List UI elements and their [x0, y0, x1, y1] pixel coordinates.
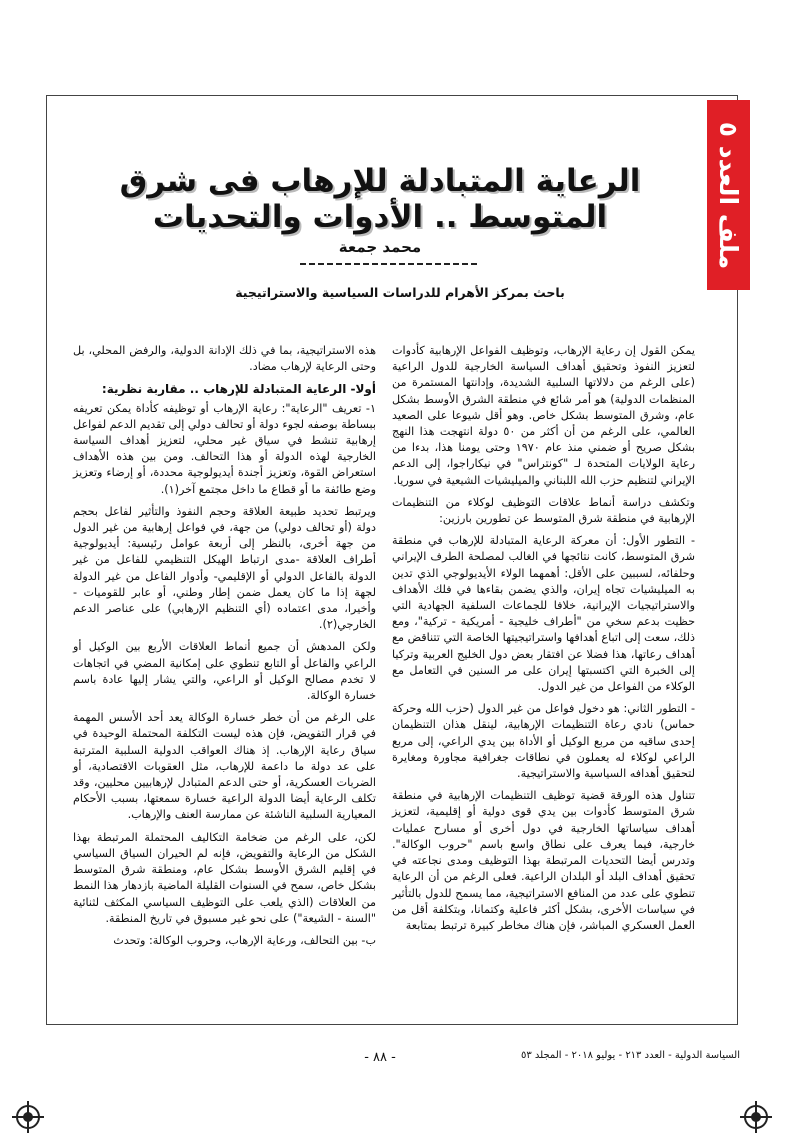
issue-file-label: ملف العدد ٥	[714, 121, 743, 269]
paragraph: - التطور الثاني: هو دخول فواعل من غير الدول (حزب الله وحركة حماس) نادي رعاة التنظيمات الإرهابية، لينقل هذان التنظيمان إحدى ساقيه من مربع الوكيل أو الأداة بين يدي الراعي، إلى مربع الراعي لوكلاء له يعملون في نطاقات جغرافية مجاورة ومغايرة لتحقيق أهدافه السياسية والاستراتيجية.	[392, 702, 695, 781]
paragraph: يمكن القول إن رعاية الإرهاب، وتوظيف الفواعل الإرهابية كأدوات لتعزيز النفوذ وتحقيق أهداف السياسة الخارجية للدول الراعية (على الرغم من دلالاتها السلبية الشديدة، وإدانتها المستمرة من المنظمات الدولية) هو أمر شائع في منطقة الشرق الأوسط بشكل عام، وشرق المتوسط بشكل خاص. وهو أقل شيوعا على الصعيد العالمي، على الرغم من أن أكثر من ٥٠ دولة انتهجت هذا النهج بشكل صريح أو ضمني منذ عام ١٩٧٠ وحتى يومنا هذا، بدءا من رعاية الولايات المتحدة لـ "كونتراس" في نيكاراجوا، إلى الدعم الإيراني لتنظيم حزب الله اللبناني والميليشيات الشيعية في سوريا.	[392, 344, 695, 487]
section-heading: أولا- الرعاية المتبادلة للإرهاب .. مقاربة نظرية:	[101, 382, 376, 397]
author-affiliation: باحث بمركز الأهرام للدراسات السياسية والاستراتيجية	[235, 285, 565, 300]
paragraph: ولكن المدهش أن جميع أنماط العلاقات الأربع بين الوكيل أو الراعي والفاعل أو التابع تنطوي على إمكانية المضي في اتجاهات لا تخدم مصالح الوكيل أو الراعي، والتي يشار إليها عادة باسم خسارة الوكالة.	[73, 640, 376, 703]
paragraph: وتكشف دراسة أنماط علاقات التوظيف لوكلاء من التنظيمات الإرهابية في منطقة شرق المتوسط عن تطورين بارزين:	[392, 495, 695, 526]
paragraph: على الرغم من أن خطر خسارة الوكالة يعد أحد الأسس المهمة في قرار التفويض، فإن هذه ليست التكلفة المحتملة الوحيدة في سياق رعاية الإرهاب. إذ هناك العواقب الدولية السلبية المترتبة على عد دولة ما داعمة للإرهاب، مثل العقوبات الاقتصادية، أو الضربات العسكرية، أو حتى الدعم المتبادل لإرهابيين محليين، وقد تكلف الرعاية أيضا الدولة الراعية خسارة سمعتها، بسبب الأحكام المعيارية السلبية الناشئة عن ممارسة العنف والإرهاب.	[73, 711, 376, 822]
paragraph: ويرتبط تحديد طبيعة العلاقة وحجم النفوذ والتأثير لفاعل بحجم دولة (أو تحالف دولي) من جهة، في فواعل إرهابية من غير الدول من جهة أخرى، بالنظر إلى أربعة عوامل رئيسية: أيديولوجية أطراف العلاقة -مدى ارتباط الهيكل التنظيمي للفاعل من غير الدولة بالفاعل الدولي أو الإقليمي- وأدوار الفاعل من غير الدولة لجهة إذا ما كان يعمل ضمن إطار وطني، أو عابر للقوميات - وأخيرا، مدى اعتماده (أي التنظيم الإرهابي) على عناصر الدعم الخارجي(٢).	[73, 504, 376, 632]
journal-footer: السياسة الدولية - العدد ٢١٣ - يوليو ٢٠١٨ - المجلد ٥٣	[520, 1050, 740, 1061]
paragraph: ١- تعريف "الرعاية": رعاية الإرهاب أو توظيفه كأداة يمكن تعريفه ببساطة بوصفه لجوء دولة أو تحالف دولي إلى تقديم الدعم لفواعل إرهابية تنشط في سياق غير محلي، لتعزيز أهداف السياسة الخارجية لهذه الدولة أو هذا التحالف. ومن بين هذه الأهداف استعراض القوة، وتعزيز أجندة أيديولوجية محددة، أو إرضاء وتعزيز وضع طائفة ما أو قطاع ما داخل مجتمع آخر(١).	[73, 401, 376, 496]
left-column	[73, 343, 376, 955]
paragraph: - التطور الأول: أن معركة الرعاية المتبادلة للإرهاب في منطقة شرق المتوسط، كانت نتائجها في الغالب لمصلحة الطرف الإيراني وحلفائه، لسببين على الأقل: أهمهما الولاء الأيديولوجي الذي تدين به الميليشيات تجاه إيران، والذي يضمن بقاءها في فلك الأهداف والاستراتيجيات الإيرانية، خلافا للجماعات السلفية الجهادية التي حظيت بدعم سخي من "أطراف خليجية - أمريكية - تركية"، ومع ذلك، سعت إلى اتباع أهدافها واستراتيجيتها الخاصة التي تتناقض مع أهداف رعاتها، هذا فضلا عن افتقار بعض دول الخليج العربية وتركيا إلى الخبرة التي اكتسبتها إيران على مر السنين في التعامل مع الوكلاء من الفواعل من غير الدول.	[392, 534, 695, 694]
author-name: محمد جمعة	[338, 238, 422, 256]
paragraph: هذه الاستراتيجية، بما في ذلك الإدانة الدولية، والرفض المحلي، بل وحتى الرعاية لإرهاب مضاد.	[73, 344, 376, 374]
page-number: - ٨٨ -	[364, 1050, 396, 1065]
author-divider	[300, 263, 480, 265]
paragraph: تتناول هذه الورقة قضية توظيف التنظيمات الإرهابية في منطقة شرق المتوسط كأدوات بين يدي قوى دولية أو إقليمية، لتعزيز أهداف سياساتها الخارجية في دول أخرى أو مسارح عمليات خارجية، فيما يعرف على نطاق واسع باسم "حروب الوكالة". وتدرس أيضا التحديات المرتبطة بهذا التوظيف ومدى نجاعته في تحقيق أهداف البلد أو البلدان الراعية. فعلى الرغم من أن الرعاية تنطوي على عدد من المنافع الاستراتيجية، مما يسمح للدول بالتأثير في سياسات الأخرى، بشكل أكثر فاعلية وكتمانا، وبتكلفة أقل من العمل العسكري المباشر، فإن هناك مخاطر كبيرة ترتبط بمتابعة	[392, 789, 695, 932]
paragraph: ب- بين التحالف، ورعاية الإرهاب، وحروب الوكالة: وتحدث	[113, 933, 376, 947]
paragraph: لكن، على الرغم من ضخامة التكاليف المحتملة المرتبطة بهذا الشكل من الرعاية والتفويض، فإنه لم الحيران السياق السياسي في إقليم الشرق الأوسط بشكل عام، ومنطقة شرق المتوسط بشكل خاص، سمح في السنوات القليلة الماضية بازدهار هذا النمط من العلاقات (الذي يلعب على التوظيف السياسي المكثف لثنائية "السنة - الشيعة") على نحو غير مسبوق في تاريخ المنطقة.	[73, 830, 376, 925]
registration-mark-icon	[744, 1105, 768, 1129]
registration-mark-icon	[16, 1105, 40, 1129]
article-title: الرعاية المتبادلة للإرهاب فى شرق المتوسط .. الأدوات والتحديات	[119, 163, 641, 235]
issue-file-tab	[707, 100, 750, 290]
right-column	[392, 343, 695, 940]
